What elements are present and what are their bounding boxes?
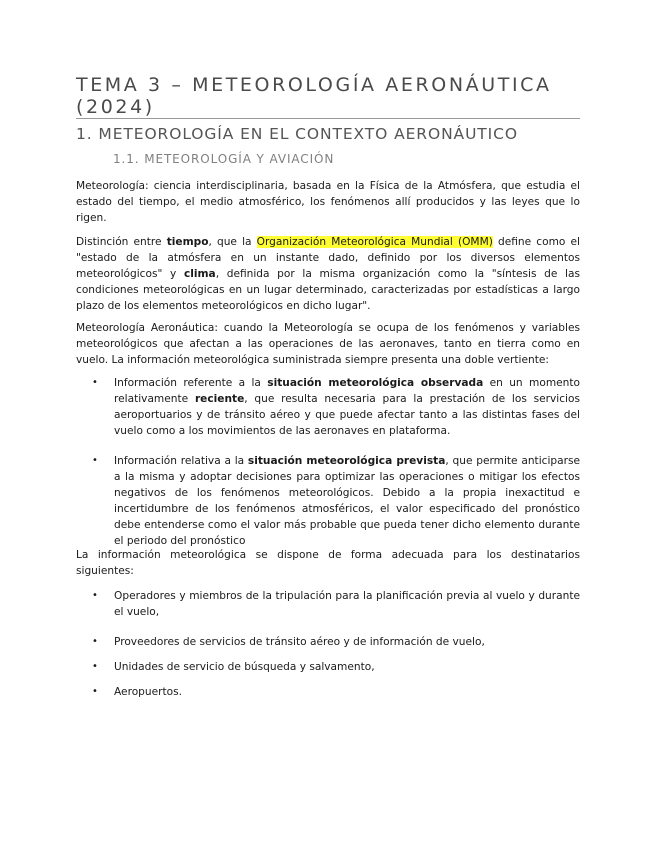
text-span: Proveedores de servicios de tránsito aéreo y de información de vuelo, xyxy=(114,636,485,648)
text-span: , que resulta necesaria para la prestación de los servicios aeroportuarios y de tránsito aéreo y que puede afectar tanto a las distintas fases del vuelo como a los movimientos de las aeronaves en plataforma. xyxy=(114,393,580,437)
bold-term-reciente: reciente xyxy=(194,393,245,405)
text-span: Información referente a la xyxy=(114,377,268,389)
bullet-dot-icon: • xyxy=(92,377,98,388)
bold-term-clima: clima xyxy=(183,268,216,280)
paragraph-meteorologia-aeronautica: Meteorología Aeronáutica: cuando la Meteorología se ocupa de los fenómenos y variables meteorológicos que afectan a las operaciones de las aeronaves, tanto en tierra como en vuelo. La información meteorológica suministrada siempre presenta una doble vertiente: xyxy=(76,322,580,366)
text-span: Aeropuertos. xyxy=(114,686,183,698)
bullet-dot-icon: • xyxy=(92,590,98,601)
text-span: define como el "estado de la atmósfera en un instante dado, definido por los diversos elementos meteorológicos" y xyxy=(76,236,580,280)
section-heading: 1. METEOROLOGÍA EN EL CONTEXTO AERONÁUTICO xyxy=(76,125,518,143)
bold-term-prevista: situación meteorológica prevista xyxy=(247,455,446,467)
title-divider xyxy=(76,118,580,119)
paragraph-meteorologia: Meteorología: ciencia interdisciplinaria, basada en la Física de la Atmósfera, que estudia el estado del tiempo, el medio atmosférico, los fenómenos allí producidos y las leyes que lo rigen. xyxy=(76,180,580,224)
document-title: TEMA 3 – METEOROLOGÍA AERONÁUTICA (2024) xyxy=(76,74,552,118)
bullet-dot-icon: • xyxy=(92,455,98,466)
paragraph-tiempo-clima xyxy=(76,234,580,314)
text-span: , definida por la misma organización como la "síntesis de las condiciones meteorológicas en un lugar determinado, caracterizadas por estadísticas a largo plazo de los elementos meteorológicos en dicho lugar". xyxy=(76,268,580,312)
list-item xyxy=(76,659,580,675)
text-span: , que la xyxy=(208,236,257,248)
text-span: Información relativa a la xyxy=(114,455,248,467)
bullet-list-vertientes xyxy=(76,375,580,549)
list-item xyxy=(76,684,580,700)
list-item xyxy=(76,588,580,620)
bullet-list-destinatarios xyxy=(76,588,580,700)
list-item xyxy=(76,375,580,439)
text-span: en un momento relativamente xyxy=(114,377,581,405)
text-span: Unidades de servicio de búsqueda y salvamento, xyxy=(114,661,375,673)
bold-term-observada: situación meteorológica observada xyxy=(267,377,484,389)
subsection-heading: 1.1. METEOROLOGÍA Y AVIACIÓN xyxy=(113,152,335,166)
bullet-dot-icon: • xyxy=(92,686,98,697)
bullet-dot-icon: • xyxy=(92,661,98,672)
list-item xyxy=(76,453,580,549)
text-span: Operadores y miembros de la tripulación para la planificación previa al vuelo y durante el vuelo, xyxy=(114,590,580,618)
highlighted-omm: Organización Meteorológica Mundial (OMM) xyxy=(256,236,493,248)
bullet-dot-icon: • xyxy=(92,636,98,647)
bold-term-tiempo: tiempo xyxy=(166,236,209,248)
text-span: , que permite anticiparse a la misma y adoptar decisiones para optimizar las operaciones o mitigar los efectos negativos de los fenómenos meteorológicos. Debido a la propia inexactitud e incertidumbre de los fenómenos atmosféricos, el valor especificado del pronóstico debe entenderse como el valor más probable que pueda tener dicho elemento durante el periodo del pronóstico xyxy=(114,455,581,547)
list-item xyxy=(76,634,580,650)
paragraph-destinatarios: La información meteorológica se dispone de forma adecuada para los destinatarios siguientes: xyxy=(76,549,580,577)
text-span: Distinción entre xyxy=(76,236,167,248)
